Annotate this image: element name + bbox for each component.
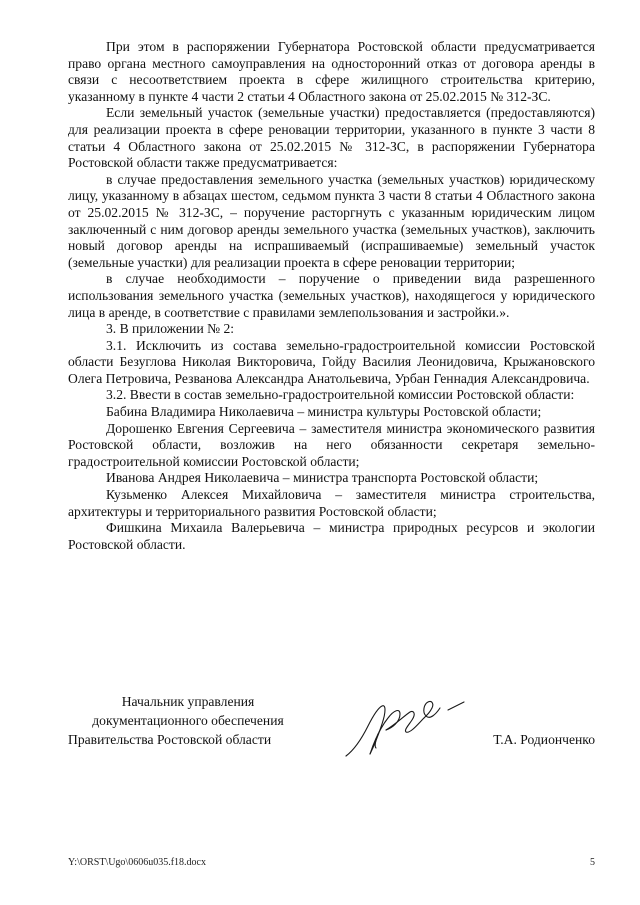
paragraph-12: Фишкина Михаила Валерьевича – министра природных ресурсов и экологии Ростовской области. (68, 520, 595, 552)
paragraph-5: 3. В приложении № 2: (106, 321, 235, 337)
signatory-title-line-3: Правительства Ростовской области (68, 732, 272, 747)
document-body (68, 39, 595, 553)
paragraph-3: в случае предоставления земельного участка (земельных участков) юридическому лицу, указанному в абзацах шестом, седьмом пункта 3 части 8 статьи 4 Областного закона от 25.02.2015 № 312-ЗС, – поручение расторгнуть с указанным юридическим лицом заключенный с ним договор аренды земельного участка (земельных участков), заключить новый договор аренды на испрашиваемый (испрашиваемые) земельный участок (земельные участки) для реализации проекта в сфере реновации территории; (68, 171, 595, 270)
signature-block (68, 692, 595, 762)
paragraph-10: Иванова Андрея Николаевича – министра транспорта Ростовской области; (106, 470, 539, 486)
paragraph-6: 3.1. Исключить из состава земельно-градостроительной комиссии Ростовской области Безуглова Николая Викторовича, Гойду Василия Леонидовича, Крыжановского Олега Петровича, Резванова Александра Анатольевича, Урбан Геннадия Александровича. (68, 337, 595, 386)
paragraph-1: При этом в распоряжении Губернатора Ростовской области предусматривается право органа местного самоуправления на односторонний отказ от договора аренды в связи с несоответствием проекта в сфере жилищного строительства критерию, указанному в пункте 4 части 2 статьи 4 Областного закона от 25.02.2015 № 312-ЗС. (68, 39, 595, 104)
paragraph-4: в случае необходимости – поручение о приведении вида разрешенного использования земельного участка (земельных участков), находящегося у юридического лица в аренде, в соответствие с правилами землепользования и застройки.». (68, 271, 595, 320)
handwritten-signature-icon (340, 690, 470, 762)
signatory-name: Т.А. Родионченко (493, 732, 595, 747)
page-footer (68, 856, 595, 870)
signatory-title-line-1: Начальник управления (121, 694, 255, 709)
paragraph-9: Дорошенко Евгения Сергеевича – заместителя министра экономического развития Ростовской области, возложив на него обязанности секретаря земельно-градостроительной комиссии Ростовской области; (68, 420, 595, 469)
paragraph-11: Кузьменко Алексея Михайловича – заместителя министра строительства, архитектуры и территориального развития Ростовской области; (68, 487, 595, 519)
file-path: Y:\ORST\Ugo\0606u035.f18.docx (68, 857, 206, 868)
paragraph-7: 3.2. Ввести в состав земельно-градостроительной комиссии Ростовской области: (106, 387, 575, 403)
signatory-title-line-2: документационного обеспечения (92, 713, 284, 728)
signatory-title (68, 692, 308, 749)
page-number: 5 (590, 857, 595, 868)
paragraph-8: Бабина Владимира Николаевича – министра культуры Ростовской области; (106, 404, 542, 420)
paragraph-2: Если земельный участок (земельные участки) предоставляется (предоставляются) для реализации проекта в сфере реновации территории, указанного в пункте 3 части 8 статьи 4 Областного закона от 25.02.2015 № 312-ЗС, в распоряжении Губернатора Ростовской области также предусматривается: (68, 105, 595, 171)
